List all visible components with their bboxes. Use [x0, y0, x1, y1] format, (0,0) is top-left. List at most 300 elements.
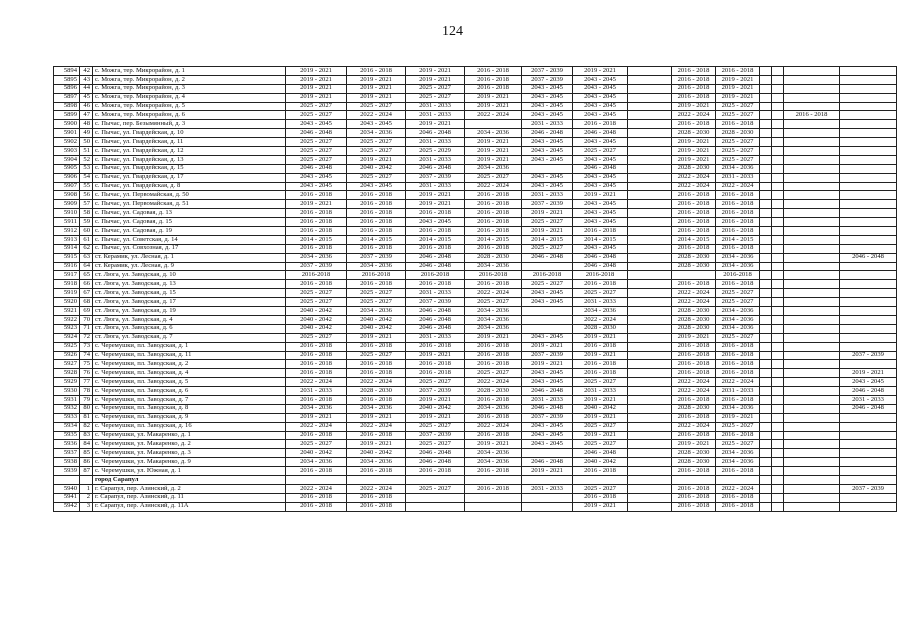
period-cell — [760, 164, 772, 173]
period-cell: 2043 - 2045 — [522, 422, 573, 431]
period-cell: 2025 - 2027 — [347, 351, 406, 360]
row-number: 5931 — [54, 395, 80, 404]
period-cell: 2031 - 2033 — [522, 484, 573, 493]
period-cell: 2016 - 2018 — [347, 431, 406, 440]
period-cell: 2016 - 2018 — [286, 369, 347, 378]
item-number: 47 — [80, 111, 93, 120]
row-number: 5925 — [54, 342, 80, 351]
period-cell: 2019 - 2021 — [406, 67, 465, 76]
period-cell: 2019 - 2021 — [522, 467, 573, 476]
period-cell: 2040 - 2042 — [347, 315, 406, 324]
period-cell — [772, 378, 784, 387]
period-cell: 2016 - 2018 — [406, 467, 465, 476]
item-number: 56 — [80, 191, 93, 200]
period-cell — [840, 244, 897, 253]
period-cell — [760, 147, 772, 156]
row-number: 5921 — [54, 307, 80, 316]
period-cell: 2043 - 2045 — [522, 431, 573, 440]
period-cell: 2019 - 2021 — [672, 102, 716, 111]
period-cell: 2034 - 2036 — [465, 449, 522, 458]
period-cell — [772, 404, 784, 413]
table-row — [54, 289, 897, 298]
period-cell: 2022 - 2024 — [347, 484, 406, 493]
table-row — [54, 262, 897, 271]
row-number: 5914 — [54, 244, 80, 253]
period-cell — [772, 75, 784, 84]
period-cell — [840, 440, 897, 449]
period-cell: 2025 - 2027 — [573, 484, 628, 493]
period-cell: 2025 - 2027 — [716, 155, 760, 164]
period-cell — [628, 209, 672, 218]
table-row — [54, 484, 897, 493]
address-cell: г. Сарапул, пер. Азинский, д. 2 — [93, 484, 286, 493]
period-cell: 2016 - 2018 — [716, 218, 760, 227]
period-cell: 2028 - 2030 — [672, 449, 716, 458]
address-cell: с. Черемушки, пл. Заводская, д. 6 — [93, 387, 286, 396]
period-cell: 2019 - 2021 — [716, 75, 760, 84]
period-cell: 2016 - 2018 — [672, 218, 716, 227]
period-cell — [760, 298, 772, 307]
row-number: 5902 — [54, 138, 80, 147]
period-cell: 2043 - 2045 — [522, 289, 573, 298]
period-cell: 2022 - 2024 — [347, 422, 406, 431]
table-row — [54, 155, 897, 164]
row-number: 5936 — [54, 440, 80, 449]
row-number: 5903 — [54, 147, 80, 156]
table-row — [54, 333, 897, 342]
period-cell — [840, 67, 897, 76]
address-cell: с. Черемушки, пл. Заводская, д. 9 — [93, 413, 286, 422]
period-cell: 2016 - 2018 — [465, 209, 522, 218]
item-number: 60 — [80, 227, 93, 236]
period-cell — [772, 422, 784, 431]
period-cell — [784, 173, 840, 182]
row-number: 5934 — [54, 422, 80, 431]
period-cell — [840, 200, 897, 209]
address-cell: с. Черемушки, ул. Макаренко, д. 9 — [93, 458, 286, 467]
period-cell — [772, 387, 784, 396]
period-cell — [628, 404, 672, 413]
period-cell: 2025 - 2027 — [347, 298, 406, 307]
period-cell — [772, 227, 784, 236]
period-cell: 2019 - 2021 — [347, 84, 406, 93]
period-cell — [840, 111, 897, 120]
period-cell — [840, 449, 897, 458]
table-row — [54, 244, 897, 253]
period-cell: 2016 - 2018 — [716, 502, 760, 511]
period-cell — [840, 360, 897, 369]
row-number: 5937 — [54, 449, 80, 458]
period-cell: 2022 - 2024 — [286, 484, 347, 493]
period-cell — [760, 93, 772, 102]
period-cell: 2016 - 2018 — [286, 280, 347, 289]
period-cell: 2016 - 2018 — [672, 191, 716, 200]
period-cell — [784, 200, 840, 209]
period-cell: 2016 - 2018 — [465, 342, 522, 351]
period-cell: 2034 - 2036 — [716, 458, 760, 467]
period-cell — [628, 307, 672, 316]
item-number: 72 — [80, 333, 93, 342]
period-cell — [628, 413, 672, 422]
period-cell — [772, 155, 784, 164]
period-cell: 2037 - 2039 — [522, 67, 573, 76]
period-cell — [840, 333, 897, 342]
period-cell — [760, 440, 772, 449]
period-cell — [784, 280, 840, 289]
period-cell: 2019 - 2021 — [573, 351, 628, 360]
period-cell — [628, 458, 672, 467]
period-cell: 2016 - 2018 — [347, 493, 406, 502]
period-cell — [840, 75, 897, 84]
period-cell — [760, 449, 772, 458]
address-cell: с. Пычас, ул. Совхозная, д. 17 — [93, 244, 286, 253]
period-cell: 2016 - 2018 — [406, 280, 465, 289]
period-cell — [784, 395, 840, 404]
period-cell: 2046 - 2048 — [406, 315, 465, 324]
table-row — [54, 422, 897, 431]
period-cell: 2043 - 2045 — [573, 182, 628, 191]
address-cell: с. Пычас, ул. Гвардейская, д. 10 — [93, 129, 286, 138]
period-cell: 2034 - 2036 — [347, 458, 406, 467]
address-cell: с. Пычас, ул. Садовая, д. 19 — [93, 227, 286, 236]
item-number: 1 — [80, 484, 93, 493]
period-cell: 2043 - 2045 — [522, 138, 573, 147]
period-cell: 2046 - 2048 — [406, 307, 465, 316]
period-cell — [628, 129, 672, 138]
period-cell: 2043 - 2045 — [286, 120, 347, 129]
period-cell — [760, 502, 772, 511]
row-number: 5930 — [54, 387, 80, 396]
table-row — [54, 502, 897, 511]
period-cell — [522, 502, 573, 511]
item-number: 55 — [80, 182, 93, 191]
period-cell: 2025 - 2027 — [716, 333, 760, 342]
period-cell: 2016 - 2018 — [672, 200, 716, 209]
item-number: 64 — [80, 262, 93, 271]
period-cell: 2040 - 2042 — [406, 404, 465, 413]
period-cell: 2016 - 2018 — [406, 342, 465, 351]
period-cell: 2019 - 2021 — [465, 333, 522, 342]
period-cell — [840, 235, 897, 244]
item-number: 49 — [80, 129, 93, 138]
period-cell: 2025 - 2027 — [573, 440, 628, 449]
period-cell: 2019 - 2021 — [286, 67, 347, 76]
period-cell: 2016-2018 — [716, 271, 760, 280]
row-number: 5904 — [54, 155, 80, 164]
period-cell: 2034 - 2036 — [716, 324, 760, 333]
row-number: 5923 — [54, 324, 80, 333]
row-number: 5896 — [54, 84, 80, 93]
period-cell: 2016 - 2018 — [465, 431, 522, 440]
period-cell: 2025 - 2027 — [716, 102, 760, 111]
period-cell — [628, 289, 672, 298]
period-cell: 2028 - 2030 — [573, 324, 628, 333]
period-cell: 2025 - 2027 — [347, 138, 406, 147]
period-cell: 2022 - 2024 — [672, 182, 716, 191]
period-cell — [772, 289, 784, 298]
period-cell — [784, 502, 840, 511]
period-cell: 2016 - 2018 — [465, 244, 522, 253]
item-number: 76 — [80, 369, 93, 378]
period-cell: 2046 - 2048 — [573, 164, 628, 173]
period-cell — [760, 209, 772, 218]
period-cell — [840, 298, 897, 307]
period-cell: 2016-2018 — [347, 271, 406, 280]
item-number: 50 — [80, 138, 93, 147]
period-cell: 2025 - 2027 — [573, 378, 628, 387]
period-cell: 2019 - 2021 — [716, 93, 760, 102]
period-cell: 2014 - 2015 — [465, 235, 522, 244]
period-cell: 2019 - 2021 — [406, 413, 465, 422]
period-cell: 2016 - 2018 — [672, 244, 716, 253]
period-cell: 2046 - 2048 — [406, 449, 465, 458]
table-row — [54, 315, 897, 324]
row-number: 5910 — [54, 209, 80, 218]
period-cell — [760, 129, 772, 138]
period-cell: 2025 - 2027 — [286, 289, 347, 298]
period-cell: 2016 - 2018 — [672, 67, 716, 76]
period-cell: 2031 - 2033 — [573, 298, 628, 307]
row-number: 5926 — [54, 351, 80, 360]
period-cell: 2016 - 2018 — [716, 227, 760, 236]
period-cell: 2016 - 2018 — [286, 360, 347, 369]
address-cell: с. Пычас, ул. Гвардейская, д. 17 — [93, 173, 286, 182]
period-cell: 2019 - 2021 — [465, 93, 522, 102]
period-cell: 2040 - 2042 — [286, 307, 347, 316]
period-cell — [772, 235, 784, 244]
period-cell: 2016 - 2018 — [406, 209, 465, 218]
period-cell: 2025 - 2027 — [716, 111, 760, 120]
period-cell: 2034 - 2036 — [465, 458, 522, 467]
address-cell: ст. Люга, ул. Заводская, д. 17 — [93, 298, 286, 307]
period-cell: 2016 - 2018 — [716, 467, 760, 476]
period-cell — [772, 413, 784, 422]
item-number: 61 — [80, 235, 93, 244]
row-number: 5911 — [54, 218, 80, 227]
table-row — [54, 440, 897, 449]
period-cell: 2016 - 2018 — [672, 93, 716, 102]
period-cell — [840, 147, 897, 156]
period-cell: 2028 - 2030 — [465, 387, 522, 396]
period-cell: 2025 - 2027 — [347, 289, 406, 298]
period-cell — [628, 102, 672, 111]
period-cell — [784, 315, 840, 324]
period-cell — [760, 360, 772, 369]
table-row — [54, 395, 897, 404]
period-cell: 2016 - 2018 — [672, 467, 716, 476]
period-cell: 2016 - 2018 — [347, 342, 406, 351]
period-cell: 2031 - 2033 — [522, 191, 573, 200]
period-cell: 2019 - 2021 — [522, 209, 573, 218]
period-cell — [840, 315, 897, 324]
row-number: 5897 — [54, 93, 80, 102]
period-cell: 2022 - 2024 — [347, 378, 406, 387]
period-cell: 2034 - 2036 — [465, 404, 522, 413]
address-cell: ст. Люга, ул. Заводская, д. 19 — [93, 307, 286, 316]
period-cell: 2019 - 2021 — [347, 75, 406, 84]
period-cell — [772, 280, 784, 289]
period-cell — [784, 360, 840, 369]
table-row — [54, 360, 897, 369]
period-cell: 2019 - 2021 — [573, 395, 628, 404]
item-number: 68 — [80, 298, 93, 307]
period-cell: 2031 - 2033 — [522, 120, 573, 129]
period-cell — [772, 191, 784, 200]
period-cell — [760, 467, 772, 476]
period-cell: 2019 - 2021 — [522, 360, 573, 369]
period-cell — [628, 493, 672, 502]
period-cell — [784, 351, 840, 360]
table-row — [54, 271, 897, 280]
period-cell: 2022 - 2024 — [716, 378, 760, 387]
table-row — [54, 102, 897, 111]
period-cell — [784, 342, 840, 351]
period-cell: 2040 - 2042 — [347, 164, 406, 173]
period-cell — [772, 200, 784, 209]
address-cell: ст. Керамик, ул. Лесная, д. 9 — [93, 262, 286, 271]
table-row — [54, 431, 897, 440]
period-cell — [784, 75, 840, 84]
address-cell: ст. Люга, ул. Заводская, д. 10 — [93, 271, 286, 280]
period-cell: 2025 - 2027 — [347, 102, 406, 111]
period-cell — [760, 67, 772, 76]
period-cell: 2019 - 2021 — [465, 155, 522, 164]
period-cell — [760, 307, 772, 316]
period-cell — [840, 129, 897, 138]
period-cell: 2025 - 2027 — [286, 155, 347, 164]
item-number: 57 — [80, 200, 93, 209]
table-row — [54, 120, 897, 129]
period-cell: 2025 - 2027 — [573, 147, 628, 156]
period-cell: 2016 - 2018 — [465, 484, 522, 493]
period-cell: 2016 - 2018 — [573, 120, 628, 129]
period-cell — [760, 155, 772, 164]
period-cell: 2016 - 2018 — [286, 467, 347, 476]
period-cell — [628, 449, 672, 458]
period-cell: 2016 - 2018 — [286, 431, 347, 440]
period-cell: 2034 - 2036 — [347, 404, 406, 413]
period-cell: 2037 - 2039 — [406, 431, 465, 440]
period-cell: 2019 - 2021 — [406, 120, 465, 129]
item-number: 46 — [80, 102, 93, 111]
period-cell — [628, 369, 672, 378]
table-row — [54, 164, 897, 173]
period-cell — [628, 271, 672, 280]
period-cell: 2016 - 2018 — [406, 369, 465, 378]
item-number: 63 — [80, 253, 93, 262]
period-cell: 2016 - 2018 — [716, 431, 760, 440]
period-cell: 2040 - 2042 — [347, 449, 406, 458]
period-cell: 2037 - 2039 — [840, 351, 897, 360]
period-cell — [784, 467, 840, 476]
page-number: 124 — [442, 24, 463, 39]
item-number: 59 — [80, 218, 93, 227]
period-cell: 2025 - 2029 — [406, 147, 465, 156]
period-cell — [772, 440, 784, 449]
table-row — [54, 369, 897, 378]
period-cell — [628, 147, 672, 156]
period-cell: 2016 - 2018 — [465, 227, 522, 236]
period-cell — [522, 324, 573, 333]
period-cell: 2031 - 2033 — [406, 102, 465, 111]
period-cell: 2022 - 2024 — [465, 182, 522, 191]
period-cell: 2025 - 2027 — [347, 173, 406, 182]
period-cell: 2016 - 2018 — [573, 342, 628, 351]
address-cell: с. Черемушки, пл. Заводская, д. 11 — [93, 351, 286, 360]
period-cell — [784, 244, 840, 253]
period-cell — [840, 280, 897, 289]
period-cell: 2016 - 2018 — [573, 493, 628, 502]
table-row — [54, 493, 897, 502]
item-number: 52 — [80, 155, 93, 164]
row-number: 5927 — [54, 360, 80, 369]
row-number: 5919 — [54, 289, 80, 298]
period-cell: 2022 - 2024 — [573, 315, 628, 324]
period-cell: 2025 - 2027 — [286, 147, 347, 156]
period-cell: 2034 - 2036 — [347, 129, 406, 138]
period-cell — [784, 458, 840, 467]
item-number: 62 — [80, 244, 93, 253]
period-cell — [772, 449, 784, 458]
item-number: 58 — [80, 209, 93, 218]
period-cell — [522, 262, 573, 271]
period-cell: 2025 - 2027 — [406, 93, 465, 102]
period-cell: 2034 - 2036 — [716, 307, 760, 316]
period-cell — [784, 102, 840, 111]
row-number: 5909 — [54, 200, 80, 209]
period-cell — [840, 138, 897, 147]
period-cell — [784, 227, 840, 236]
period-cell — [522, 449, 573, 458]
period-cell — [772, 102, 784, 111]
period-cell: 2016 - 2018 — [672, 484, 716, 493]
row-number: 5895 — [54, 75, 80, 84]
period-cell — [628, 262, 672, 271]
row-number: 5901 — [54, 129, 80, 138]
period-cell — [760, 84, 772, 93]
period-cell: 2034 - 2036 — [716, 253, 760, 262]
period-cell: 2016 - 2018 — [465, 84, 522, 93]
period-cell: 2016 - 2018 — [573, 369, 628, 378]
period-cell: 2031 - 2033 — [406, 111, 465, 120]
period-cell: 2031 - 2033 — [716, 173, 760, 182]
row-number: 5894 — [54, 67, 80, 76]
period-cell: 2037 - 2039 — [840, 484, 897, 493]
period-cell: 2016 - 2018 — [716, 191, 760, 200]
period-cell: 2019 - 2021 — [465, 147, 522, 156]
period-cell: 2046 - 2048 — [522, 458, 573, 467]
address-cell: с. Пычас, ул. Гвардейская, д. 12 — [93, 147, 286, 156]
table-row — [54, 253, 897, 262]
item-number: 77 — [80, 378, 93, 387]
period-cell: 2043 - 2045 — [522, 440, 573, 449]
row-number: 5920 — [54, 298, 80, 307]
item-number: 66 — [80, 280, 93, 289]
period-cell — [840, 218, 897, 227]
period-cell — [628, 227, 672, 236]
period-cell: 2016 - 2018 — [573, 467, 628, 476]
table-row — [54, 111, 897, 120]
period-cell — [784, 182, 840, 191]
period-cell: 2016 - 2018 — [672, 280, 716, 289]
period-cell — [772, 395, 784, 404]
period-cell: 2016 - 2018 — [465, 467, 522, 476]
period-cell — [840, 227, 897, 236]
period-cell: 2043 - 2045 — [522, 102, 573, 111]
period-cell: 2043 - 2045 — [573, 138, 628, 147]
period-cell: 2043 - 2045 — [522, 369, 573, 378]
address-cell: с. Черемушки, пл. Заводская, д. 4 — [93, 369, 286, 378]
